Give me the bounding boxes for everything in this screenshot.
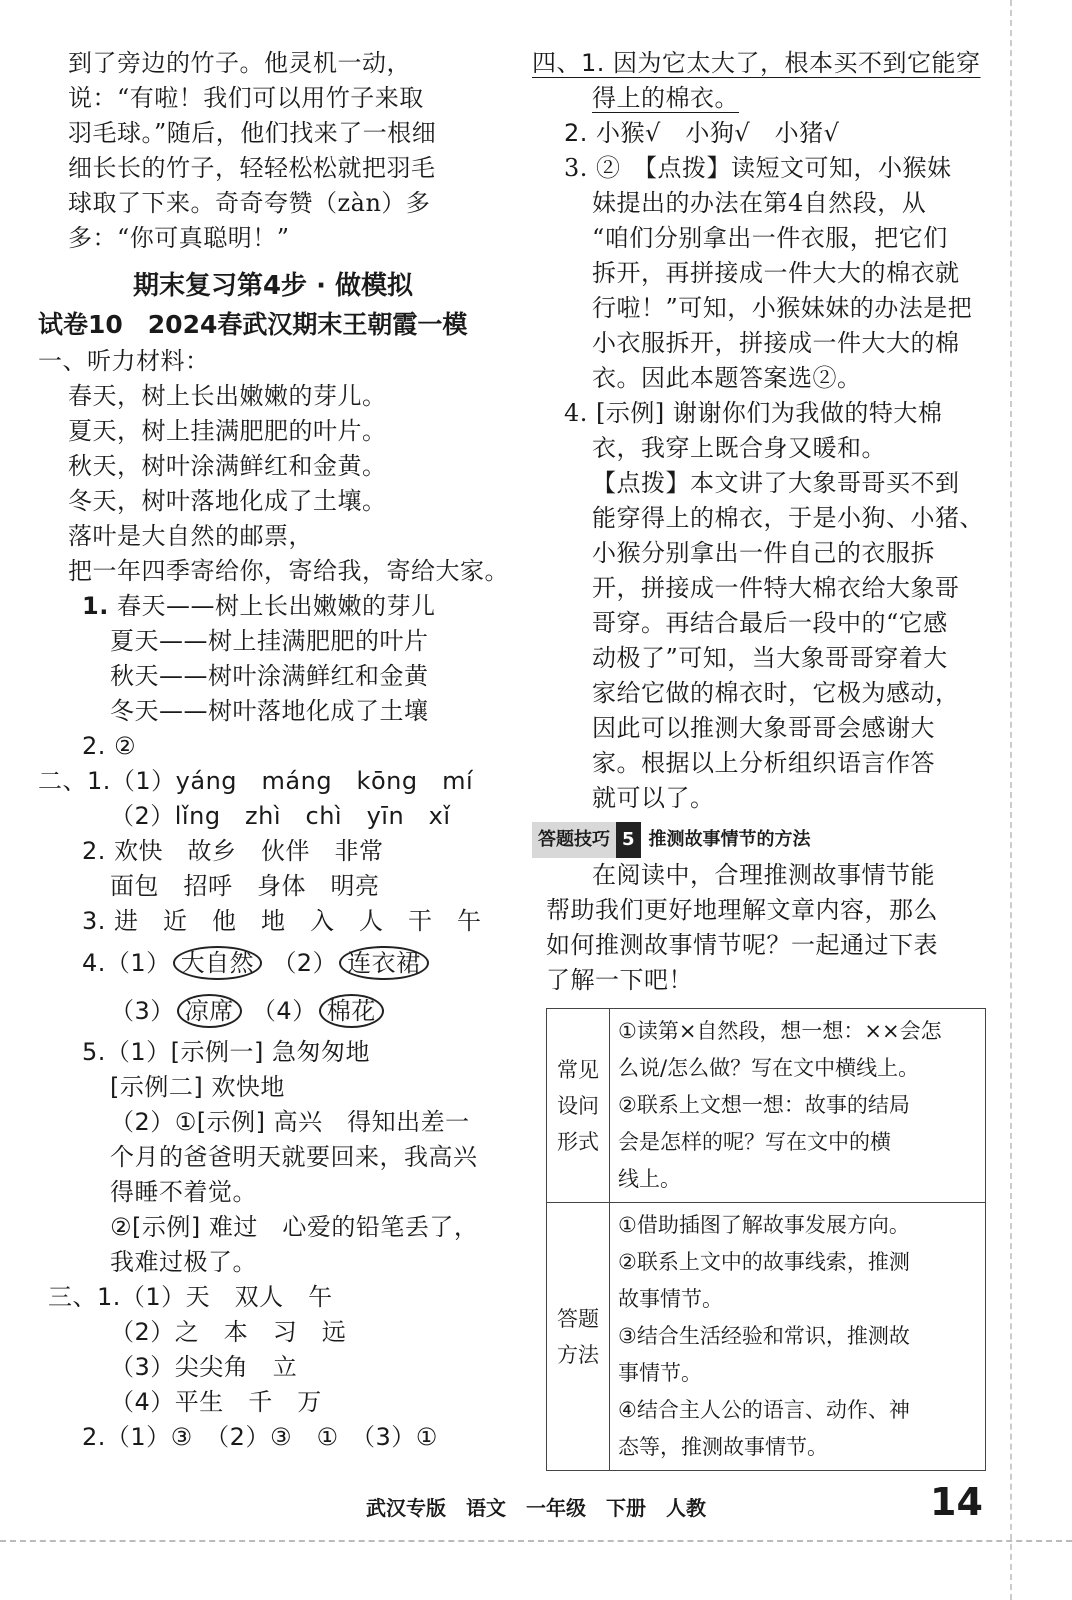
part4-q4 bbox=[532, 396, 1002, 816]
part2-q5-line: 5.（1）[示例一] 急匆匆地 bbox=[82, 1038, 371, 1066]
story-line: 到了旁边的竹子。他灵机一动， bbox=[68, 49, 411, 77]
cell-line: 事情节。 bbox=[618, 1361, 702, 1385]
poem-line: 夏天，树上挂满肥肥的叶片。 bbox=[68, 417, 387, 445]
table-cell bbox=[610, 1203, 986, 1471]
poem-line: 春天，树上长出嫩嫩的芽儿。 bbox=[68, 382, 387, 410]
part2-q2-line: 2. 欢快 故乡 伙伴 非常 bbox=[82, 837, 384, 865]
q3-line: 小衣服拆开，拼接成一件大大的棉 bbox=[592, 329, 960, 357]
part4-q2-line: 2. 小猴√ 小狗√ 小猪√ bbox=[564, 119, 840, 147]
cell-line: 故事情节。 bbox=[618, 1287, 723, 1311]
cell-line: ②联系上文中的故事线索，推测 bbox=[618, 1250, 910, 1274]
sub-label: 4.（1） bbox=[82, 949, 171, 977]
part3-line: （3）尖尖角 立 bbox=[110, 1353, 298, 1381]
cell-line: 会是怎样的呢？写在文中的横 bbox=[618, 1130, 891, 1154]
q3-line: 3. ② 【点拨】读短文可知，小猴妹 bbox=[564, 154, 952, 182]
part4-q1-line: 四、1. 因为它太大了，根本买不到它能穿 bbox=[532, 49, 981, 77]
right-column bbox=[532, 46, 1002, 1471]
circled-answer: 大自然 bbox=[173, 946, 263, 980]
cell-line: ④结合主人公的语言、动作、神 bbox=[618, 1398, 910, 1422]
tip-header bbox=[532, 822, 1002, 858]
part1-heading: 一、听力材料： bbox=[38, 347, 210, 375]
page-edge-decoration bbox=[1010, 0, 1072, 1600]
part2-q5-line: 我难过极了。 bbox=[110, 1248, 257, 1276]
part2-q5-line: （2）①[示例] 高兴 得知出差一 bbox=[110, 1108, 470, 1136]
underlined-answer: 得上的棉衣。 bbox=[592, 84, 739, 112]
part2-q4-line bbox=[38, 939, 508, 987]
story-line: 细长长的竹子，轻轻松松就把羽毛 bbox=[68, 154, 436, 182]
circled-answer: 凉席 bbox=[177, 994, 242, 1028]
bottom-decoration bbox=[0, 1540, 1072, 1552]
left-column bbox=[38, 46, 508, 1455]
story-paragraph bbox=[38, 46, 508, 256]
q4-line: 4. [示例] 谢谢你们为我做的特大棉 bbox=[564, 399, 943, 427]
poem-line: 把一年四季寄给你，寄给我，寄给大家。 bbox=[68, 557, 509, 585]
q3-line: 拆开，再拼接成一件大大的棉衣就 bbox=[592, 259, 960, 287]
part2-q5-line: ②[示例] 难过 心爱的铅笔丢了， bbox=[110, 1213, 479, 1241]
part4-q3 bbox=[532, 151, 1002, 396]
poem-line: 冬天，树叶落地化成了土壤。 bbox=[68, 487, 387, 515]
story-line: 羽毛球。”随后，他们找来了一根细 bbox=[68, 119, 437, 147]
q4-line: 小猴分别拿出一件自己的衣服拆 bbox=[592, 539, 935, 567]
table-row bbox=[547, 1009, 986, 1203]
answer-1-line: 冬天——树叶落地化成了土壤 bbox=[110, 697, 429, 725]
answer-1-line: 夏天——树上挂满肥肥的叶片 bbox=[110, 627, 429, 655]
tip-intro-line: 了解一下吧！ bbox=[546, 966, 693, 994]
page-number: 14 bbox=[930, 1480, 983, 1524]
poem-line: 秋天，树叶涂满鲜红和金黄。 bbox=[68, 452, 387, 480]
q3-line: “咱们分别拿出一件衣服，把它们 bbox=[592, 224, 948, 252]
part2-q3-line: 3. 进 近 他 地 入 人 干 午 bbox=[82, 907, 482, 935]
tip-title: 推测故事情节的方法 bbox=[648, 829, 811, 850]
cell-line: 态等，推测故事情节。 bbox=[618, 1435, 828, 1459]
row-header-answer-methods: 答题方法 bbox=[547, 1203, 610, 1471]
tip-number: 5 bbox=[616, 822, 641, 858]
q4-line: 哥穿。再结合最后一段中的“它感 bbox=[592, 609, 948, 637]
part2-q5-line: 得睡不着觉。 bbox=[110, 1178, 257, 1206]
q4-line: 开，拼接成一件特大棉衣给大象哥 bbox=[592, 574, 960, 602]
part2-q2-line: 面包 招呼 身体 明亮 bbox=[110, 872, 380, 900]
q3-line: 妹提出的办法在第4自然段，从 bbox=[592, 189, 927, 217]
page-footer: 武汉专版 语文 一年级 下册 人教 bbox=[366, 1496, 706, 1520]
table-cell bbox=[610, 1009, 986, 1203]
cell-line: ③结合生活经验和常识，推测故 bbox=[618, 1324, 910, 1348]
q3-line: 行啦！”可知，小猴妹妹的办法是把 bbox=[592, 294, 973, 322]
answer-1-line: 秋天——树叶涂满鲜红和金黄 bbox=[110, 662, 429, 690]
circled-answer: 连衣裙 bbox=[339, 946, 429, 980]
part3-line: （4）平生 千 万 bbox=[110, 1388, 322, 1416]
tip-intro bbox=[532, 858, 1002, 998]
story-line: 说：“有啦！我们可以用竹子来取 bbox=[68, 84, 424, 112]
cell-line: ②联系上文想一想：故事的结局 bbox=[618, 1093, 910, 1117]
part2-q1-line: 二、1.（1）yáng máng kōng mí bbox=[38, 767, 474, 795]
test-title: 试卷10 2024春武汉期末王朝霞一模 bbox=[38, 310, 468, 339]
poem-line: 落叶是大自然的邮票， bbox=[68, 522, 313, 550]
tip-intro-line: 帮助我们更好地理解文章内容，那么 bbox=[546, 896, 938, 924]
row-header-question-forms: 常见设问形式 bbox=[547, 1009, 610, 1203]
circled-answer: 棉花 bbox=[319, 994, 384, 1028]
part2-q5-line: 个月的爸爸明天就要回来，我高兴 bbox=[110, 1143, 478, 1171]
story-line: 多：“你可真聪明！” bbox=[68, 224, 290, 252]
q4-line: 就可以了。 bbox=[592, 784, 715, 812]
part2-q4-line bbox=[38, 987, 508, 1035]
table-row bbox=[547, 1203, 986, 1471]
answer-1-line bbox=[38, 589, 508, 624]
q4-line: 能穿得上的棉衣，于是小狗、小猪、 bbox=[592, 504, 984, 532]
tip-badge: 答题技巧 bbox=[532, 822, 616, 858]
q4-line: 动极了”可知，当大象哥哥穿着大 bbox=[592, 644, 948, 672]
q3-line: 衣。因此本题答案选②。 bbox=[592, 364, 862, 392]
q4-line: 家。根据以上分析组织语言作答 bbox=[592, 749, 935, 777]
part3-line: （2）之 本 习 远 bbox=[110, 1318, 347, 1346]
sub-label: （2） bbox=[272, 949, 338, 977]
q4-line: 因此可以推测大象哥哥会感谢大 bbox=[592, 714, 935, 742]
part2-q5-line: [示例二] 欢快地 bbox=[110, 1073, 285, 1101]
part3-q2-line: 2.（1）③ （2）③ ① （3）① bbox=[82, 1423, 438, 1451]
part4-q1-line bbox=[532, 81, 1002, 116]
cell-line: 线上。 bbox=[618, 1167, 681, 1191]
tip-intro-line: 如何推测故事情节呢？一起通过下表 bbox=[546, 931, 938, 959]
tip-intro-line: 在阅读中，合理推测故事情节能 bbox=[592, 861, 935, 889]
answer-2: 2. ② bbox=[82, 732, 137, 760]
listening-poem bbox=[38, 379, 508, 589]
sub-label: （4） bbox=[251, 997, 317, 1025]
answer-text: 春天——树上长出嫩嫩的芽儿 bbox=[116, 592, 436, 620]
part3-line: 三、1.（1）天 双人 午 bbox=[48, 1283, 333, 1311]
q4-line: 【点拨】本文讲了大象哥哥买不到 bbox=[592, 469, 960, 497]
section-title: 期末复习第4步 · 做模拟 bbox=[132, 271, 414, 301]
cell-line: 么说/怎么做？写在文中横线上。 bbox=[618, 1056, 920, 1080]
tip-table bbox=[546, 1008, 986, 1471]
q4-line: 衣，我穿上既合身又暖和。 bbox=[592, 434, 886, 462]
sub-label: （3） bbox=[110, 997, 175, 1025]
cell-line: ①读第×自然段，想一想：××会怎 bbox=[618, 1019, 942, 1043]
cell-line: ①借助插图了解故事发展方向。 bbox=[618, 1213, 910, 1237]
part2-q1-line: （2）lǐng zhì chì yīn xǐ bbox=[110, 802, 451, 830]
story-line: 球取了下来。奇奇夸赞（zàn）多 bbox=[68, 189, 431, 217]
q4-line: 家给它做的棉衣时，它极为感动， bbox=[592, 679, 960, 707]
question-number: 1. bbox=[82, 592, 109, 620]
